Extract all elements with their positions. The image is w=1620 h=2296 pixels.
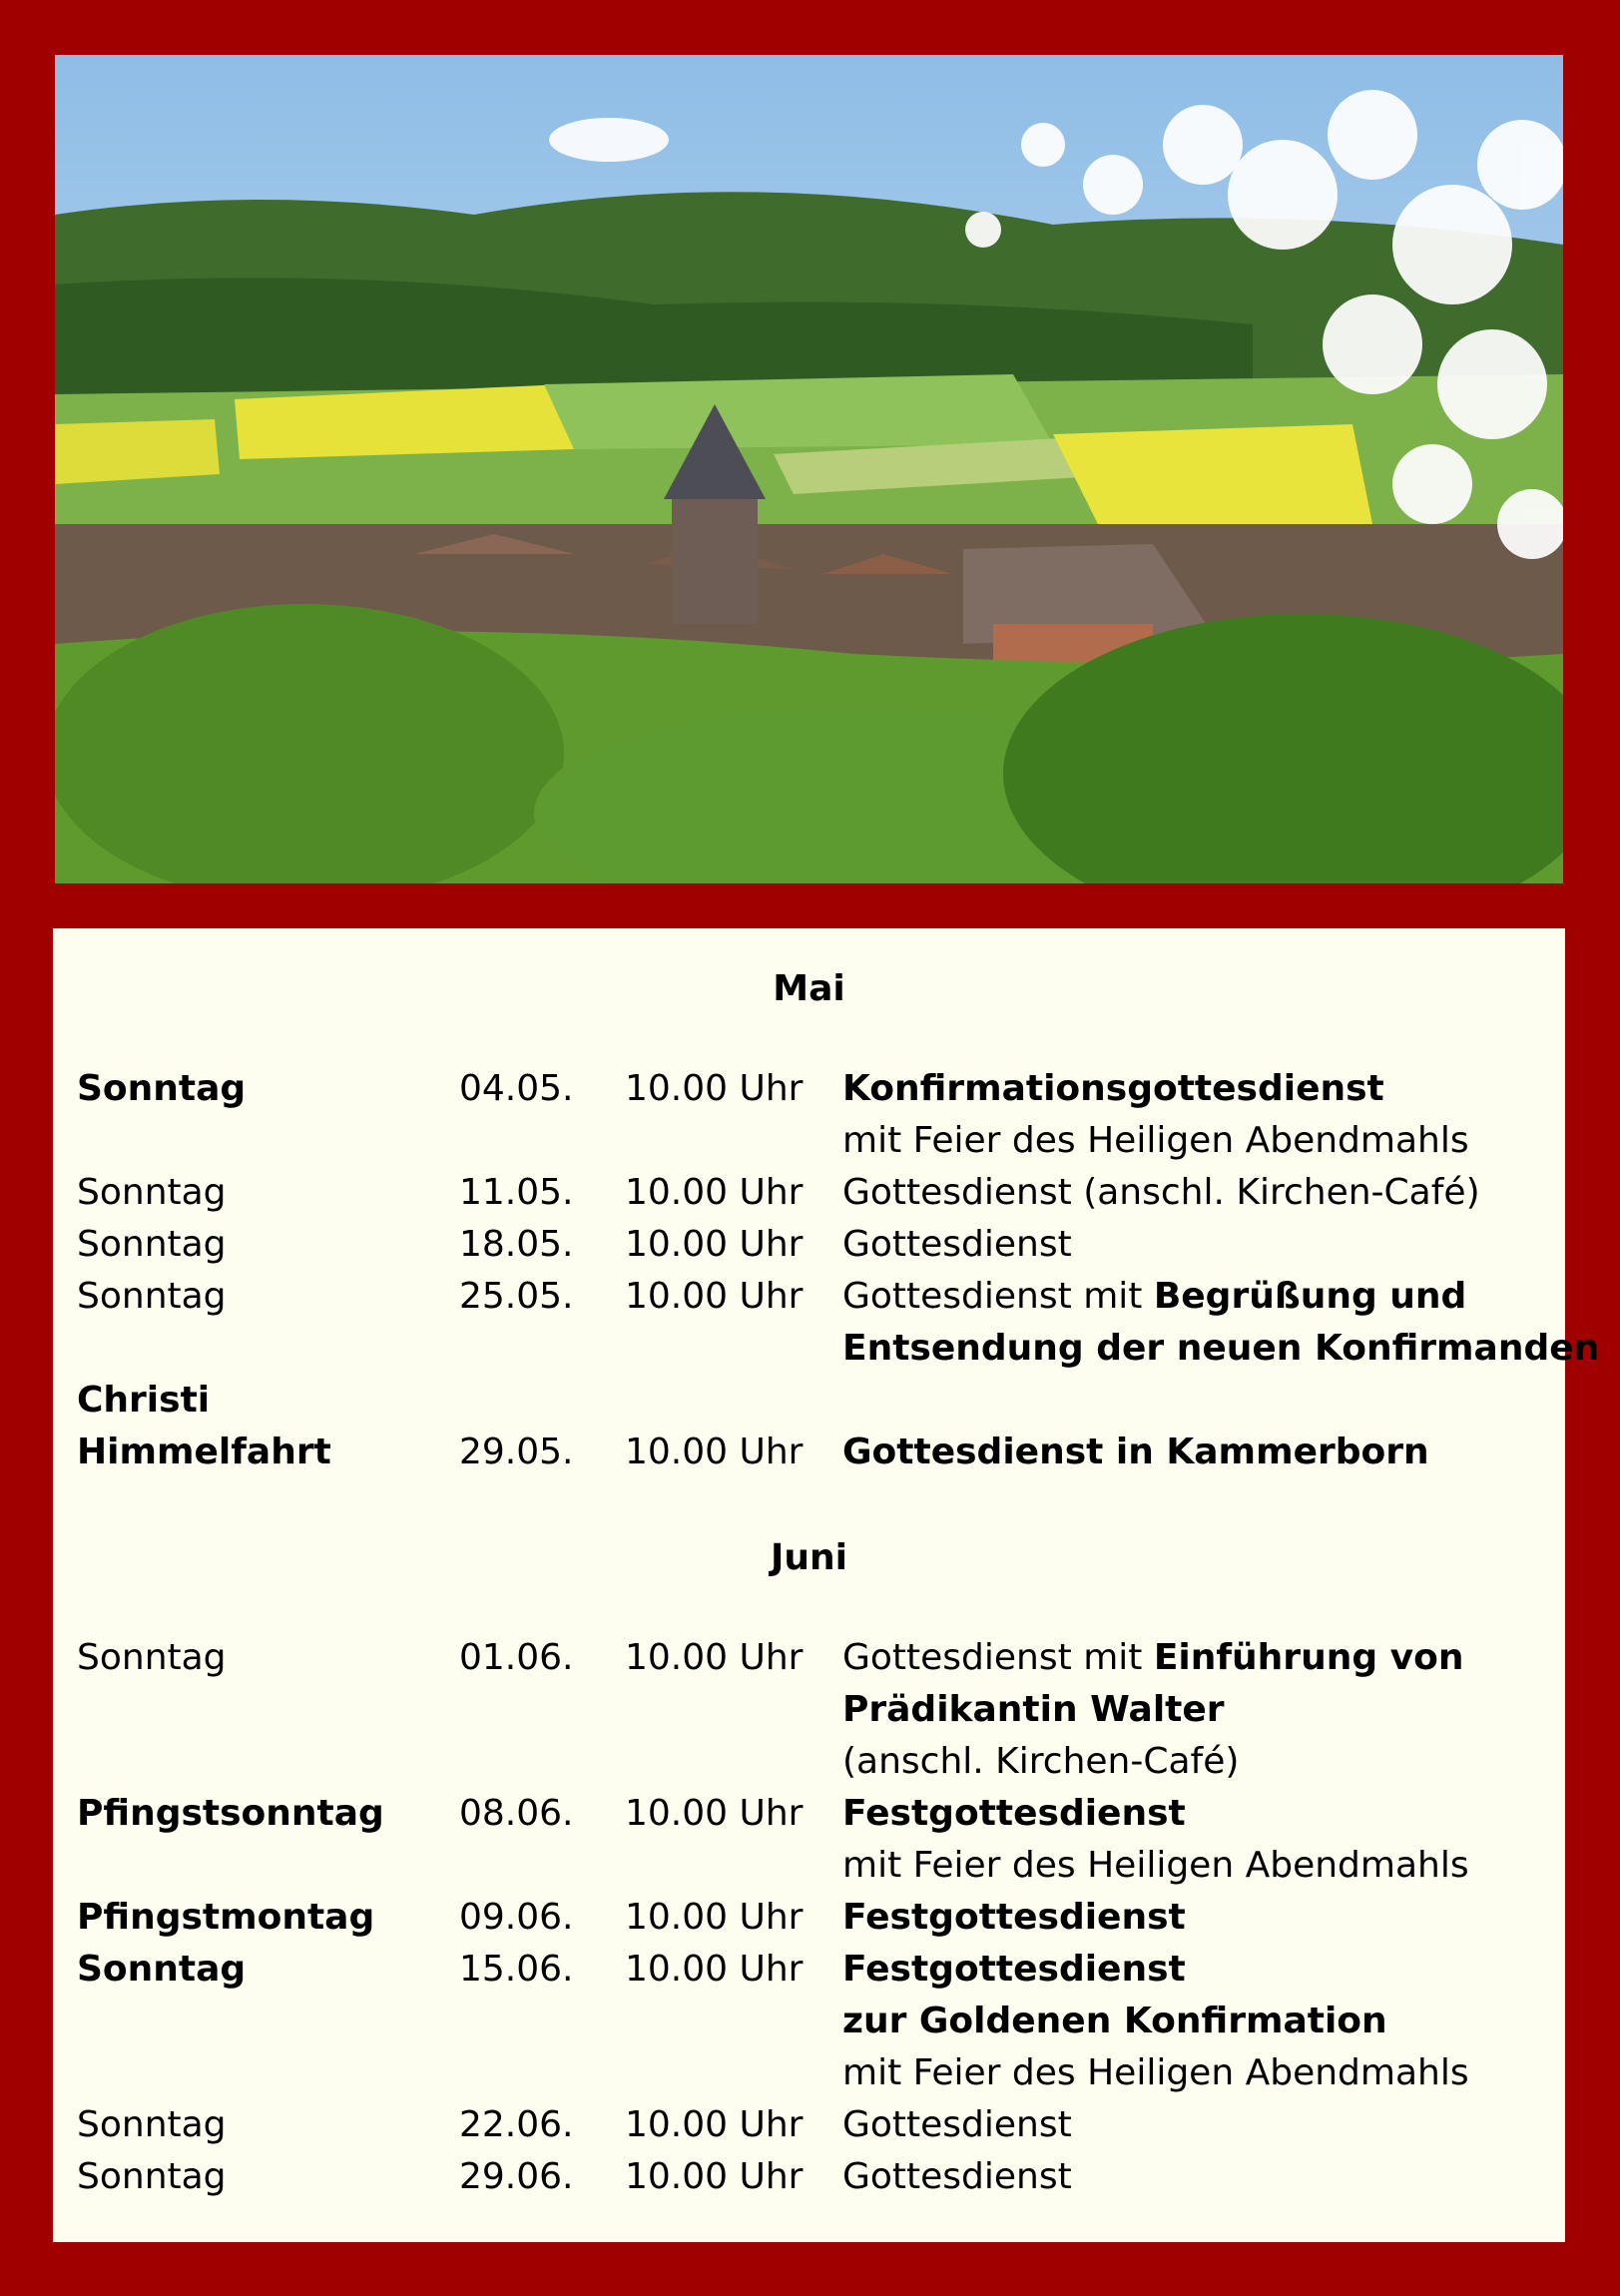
schedule-row [53,1632,1565,1684]
time-label: 10.00 Uhr [625,1949,804,1990]
service-description [842,1788,1186,1840]
description-segment: (anschl. Kirchen-Café) [842,1741,1240,1782]
schedule-row [53,2151,1565,2203]
village-landscape-photo [55,55,1563,883]
service-description [842,2151,1072,2203]
date-label: 29.05. [459,1432,574,1472]
schedule-row [53,1788,1565,1840]
time-label: 10.00 Uhr [625,1897,804,1938]
schedule-row [53,1115,1565,1167]
description-segment: Festgottesdienst [842,1793,1186,1834]
description-segment: Gottesdienst [842,1224,1072,1265]
schedule-row [53,1167,1565,1219]
description-segment: mit Feier des Heiligen Abendmahls [842,1845,1469,1886]
service-description [842,1736,1239,1788]
schedule-row [53,1944,1565,1996]
service-description [842,1219,1072,1271]
service-description [842,1892,1186,1944]
schedule-panel [53,928,1600,2242]
time-label: 10.00 Uhr [625,1172,804,1213]
date-label: 01.06. [459,1637,574,1678]
service-description [842,1996,1387,2047]
service-description [842,2047,1469,2099]
time-label: 10.00 Uhr [625,1637,804,1678]
description-segment: Gottesdienst [842,2104,1072,2145]
schedule-row [53,1427,1565,1478]
schedule-row [53,1271,1565,1323]
date-label: 15.06. [459,1949,574,1990]
description-segment: Konfirmationsgottesdienst [842,1068,1384,1109]
weekday-label: Sonntag [77,1637,227,1678]
date-label: 18.05. [459,1224,574,1265]
description-segment: zur Goldenen Konfirmation [842,2001,1387,2041]
description-segment: mit Feier des Heiligen Abendmahls [842,2052,1469,2093]
description-segment: Festgottesdienst [842,1897,1186,1938]
service-description [842,1323,1599,1375]
schedule-row [53,1323,1600,1375]
schedule-row [53,1375,1565,1427]
service-description [842,1632,1463,1684]
date-label: 29.06. [459,2156,574,2197]
description-segment: mit Feier des Heiligen Abendmahls [842,1120,1469,1161]
date-label: 25.05. [459,1276,574,1317]
service-description [842,1271,1466,1323]
weekday-label: Sonntag [77,1068,247,1109]
weekday-label: Christi [77,1380,211,1421]
time-label: 10.00 Uhr [625,2156,804,2197]
service-description [842,1944,1186,1996]
time-label: 10.00 Uhr [625,1432,804,1472]
schedule-row [53,2047,1565,2099]
weekday-label: Sonntag [77,1172,227,1213]
service-description [842,1684,1225,1736]
weekday-label: Sonntag [77,1224,227,1265]
weekday-label: Sonntag [77,2104,227,2145]
date-label: 04.05. [459,1068,574,1109]
date-label: 08.06. [459,1793,574,1834]
weekday-label: Pfingstmontag [77,1897,375,1938]
weekday-label: Sonntag [77,2156,227,2197]
time-label: 10.00 Uhr [625,1276,804,1317]
date-label: 11.05. [459,1172,574,1213]
date-label: 22.06. [459,2104,574,2145]
schedule-row [53,1892,1565,1944]
schedule-row [53,1736,1565,1788]
time-label: 10.00 Uhr [625,2104,804,2145]
description-segment: Entsendung der neuen Konfirmanden [842,1328,1600,1369]
description-segment: Festgottesdienst [842,1949,1186,1990]
description-segment: Begrüßung und [1153,1276,1467,1317]
description-segment: Gottesdienst [842,2156,1072,2197]
schedule-row [53,1219,1565,1271]
description-segment: Gottesdienst mit [842,1637,1154,1678]
weekday-label: Sonntag [77,1276,227,1317]
description-segment: Prädikantin Walter [842,1689,1225,1730]
service-description [842,1427,1429,1478]
weekday-label: Sonntag [77,1949,247,1990]
weekday-label: Pfingstsonntag [77,1793,384,1834]
service-description [842,1115,1469,1167]
weekday-label: Himmelfahrt [77,1432,331,1472]
service-description [842,1167,1480,1219]
schedule-row [53,1063,1565,1115]
schedule-row [53,1996,1565,2047]
time-label: 10.00 Uhr [625,1793,804,1834]
time-label: 10.00 Uhr [625,1068,804,1109]
description-segment: Gottesdienst in Kammerborn [842,1432,1429,1472]
schedule-row [53,1840,1565,1892]
description-segment: Gottesdienst (anschl. Kirchen-Café) [842,1172,1480,1213]
time-label: 10.00 Uhr [625,1224,804,1265]
service-description [842,1063,1384,1115]
description-segment: Gottesdienst mit [842,1276,1154,1317]
service-description [842,1840,1469,1892]
month-heading: Mai [773,968,845,1009]
month-heading: Juni [771,1537,847,1578]
landscape-illustration [55,55,1563,883]
date-label: 09.06. [459,1897,574,1938]
schedule-row [53,2099,1565,2151]
schedule-row [53,1684,1565,1736]
description-segment: Einführung von [1153,1637,1464,1678]
service-description [842,2099,1072,2151]
